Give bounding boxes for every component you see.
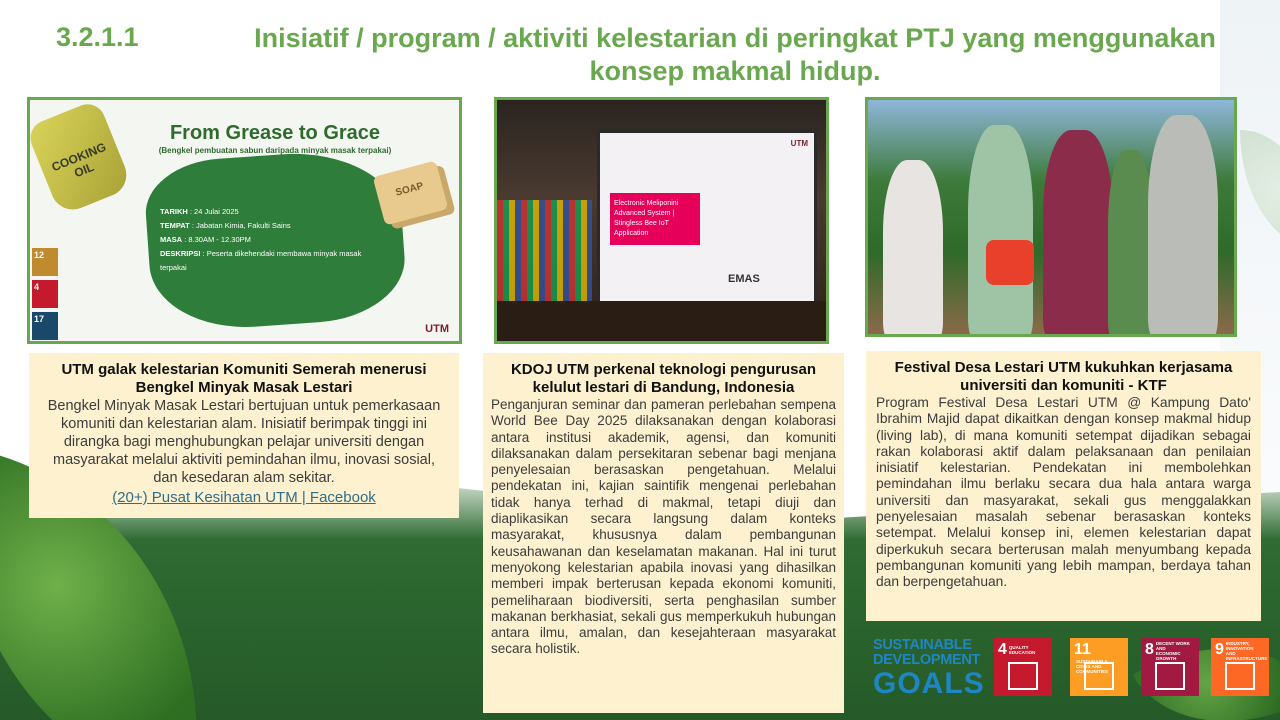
- city-icon: [1084, 662, 1114, 690]
- sdg-logo-line2: DEVELOPMENT: [873, 652, 981, 668]
- sdg-17-icon: 17: [32, 312, 58, 340]
- plantation-scene: [868, 100, 1234, 334]
- poster-details: [160, 205, 390, 275]
- masa-label: MASA: [160, 235, 183, 244]
- sdg-tile-number: 9: [1215, 641, 1224, 658]
- sdg-tile-number: 11: [1074, 641, 1091, 658]
- article-2-heading: KDOJ UTM perkenal teknologi pengurusan kelulut lestari di Bandung, Indonesia: [510, 361, 817, 396]
- poster-subtitle: (Bengkel pembuatan sabun daripada minyak masak terpakai): [158, 146, 392, 155]
- sdg-logo: [873, 638, 988, 700]
- emas-logo: EMAS: [728, 273, 760, 285]
- screen-utm-logo: UTM: [790, 139, 808, 148]
- sdg-tile-number: 4: [998, 641, 1007, 658]
- poster-title: From Grease to Grace: [169, 122, 381, 144]
- article-3-body: Program Festival Desa Lestari UTM @ Kampung Dato' Ibrahim Majid dapat dikaitkan dengan konsep makmal hidup (living lab), di mana komuniti setempat dijadikan sebagai rakan kolaborasi aktif dalam pelaksanaan dan penilaian inisiatif kelestarian. Pendekatan ini membolehkan pemindahan ilmu berlaku secara dua hala antara warga universiti dan masyarakat, sekali gus menggalakkan penyelesaian masalah sebenar berasaskan konteks setempat. Melalui konsep ini, elemen kelestarian dapat diperkukuh secara berterusan malah menyumbang kepada pembangunan komuniti yang lebih mampan, berdaya tahan dan berpengetahuan.: [876, 395, 1251, 590]
- sdg-tile-11: [1070, 638, 1128, 696]
- article-1-body: Bengkel Minyak Masak Lestari bertujuan untuk pemerkasaan komuniti dan kelestarian alam. Inisiatif berimpak tinggi ini dirangka bagi menghubungkan pelajar universiti dengan masyarakat melalui aktiviti pemindahan ilmu, inovasi sosial, dan kesedaran alam sekitar.: [47, 398, 441, 486]
- sdg-tile-label: QUALITY EDUCATION: [1008, 645, 1036, 655]
- deskripsi-value: : Peserta dikehendaki membawa minyak masak terpakai: [160, 249, 362, 272]
- section-number: 3.2.1.1: [56, 22, 139, 52]
- sdg-tile-label: DECENT WORK AND ECONOMIC GROWTH: [1155, 641, 1190, 661]
- person-2: [968, 125, 1033, 337]
- tarikh-label: TARIKH: [160, 207, 188, 216]
- soap-label: SOAP: [394, 180, 425, 199]
- article-2: [483, 353, 844, 713]
- cubes-icon: [1225, 662, 1255, 690]
- screen-title: Electronic Meliponini Advanced System | Stingless Bee IoT Application: [610, 193, 700, 245]
- audience-area: [497, 301, 826, 341]
- tempat-label: TEMPAT: [160, 221, 190, 230]
- poster-image: [27, 97, 462, 344]
- person-4: [1108, 150, 1153, 337]
- person-5: [1148, 115, 1218, 337]
- deskripsi-label: DESKRIPSI: [160, 249, 201, 258]
- tarikh-value: : 24 Julai 2025: [189, 207, 239, 216]
- sdg-tile-label: INDUSTRY, INNOVATION AND INFRASTRUCTURE: [1225, 641, 1268, 661]
- article-3-heading: Festival Desa Lestari UTM kukuhkan kerjasama universiti dan komuniti - KTF: [894, 359, 1233, 394]
- soap-bar-icon: [373, 160, 449, 225]
- slide-title: Inisiatif / program / aktiviti kelestarian di peringkat PTJ yang menggunakan konsep makmal hidup.: [254, 23, 1216, 86]
- masa-value: : 8.30AM - 12.30PM: [184, 235, 251, 244]
- cooking-oil-bottle-icon: [27, 99, 133, 216]
- auditorium-scene: [497, 100, 826, 341]
- article-1-heading: UTM galak kelestarian Komuniti Semerah menerusi Bengkel Minyak Masak Lestari: [61, 361, 427, 396]
- festival-photo: [865, 97, 1237, 337]
- sdg-tile-9: [1211, 638, 1269, 696]
- person-3: [1043, 130, 1113, 337]
- person-1: [883, 160, 943, 337]
- sdg-logo-line3: GOALS: [873, 667, 985, 700]
- sdg-tile-label: SUSTAINABLE CITIES AND COMMUNITIES: [1076, 659, 1108, 674]
- poster-background: [30, 100, 459, 341]
- facebook-link[interactable]: (20+) Pusat Kesihatan UTM | Facebook: [112, 489, 376, 506]
- tempat-value: : Jabatan Kimia, Fakulti Sains: [191, 221, 291, 230]
- utm-logo: UTM: [425, 323, 449, 335]
- sdg-logo-line1: SUSTAINABLE: [873, 637, 972, 653]
- article-3: [866, 351, 1261, 621]
- bottle-label: COOKING OIL: [49, 139, 109, 181]
- sdg-12-icon: 12: [32, 248, 58, 276]
- sdg-4-icon: 4: [32, 280, 58, 308]
- article-2-body: Penganjuran seminar dan pameran perlebahan sempena World Bee Day 2025 dilaksanakan dengan kolaborasi antara institusi akademik, agensi, dan komuniti dilaksanakan dalam persekitaran sebenar bagi menjana penyelesaian berasaskan pengetahuan. Melalui pendekatan ini, kajian saintifik mengenai perlebahan tidak hanya terhad di makmal, tetapi diuji dan diaplikasikan secara langsung dalam konteks masyarakat, khususnya dalam pembangunan keusahawanan dan keselamatan makanan. Hal ini turut menyokong kelestarian apabila inovasi yang dihasilkan memberi impak berterusan kepada ekonomi komuniti, pemeliharaan biodiversiti, serta penghasilan sumber makanan berkhasiat, sekali gus memperkukuh hubungan antara ilmu, amalan, dan kesejahteraan masyarakat secara holistik.: [491, 397, 836, 657]
- sdg-tile-number: 8: [1145, 641, 1154, 658]
- article-1: [29, 353, 459, 518]
- sdg-tile-8: [1141, 638, 1199, 696]
- seminar-photo: [494, 97, 829, 344]
- book-icon: [1008, 662, 1038, 690]
- growth-chart-icon: [1155, 662, 1185, 690]
- sdg-tile-4: [994, 638, 1052, 696]
- watering-can-icon: [986, 240, 1034, 285]
